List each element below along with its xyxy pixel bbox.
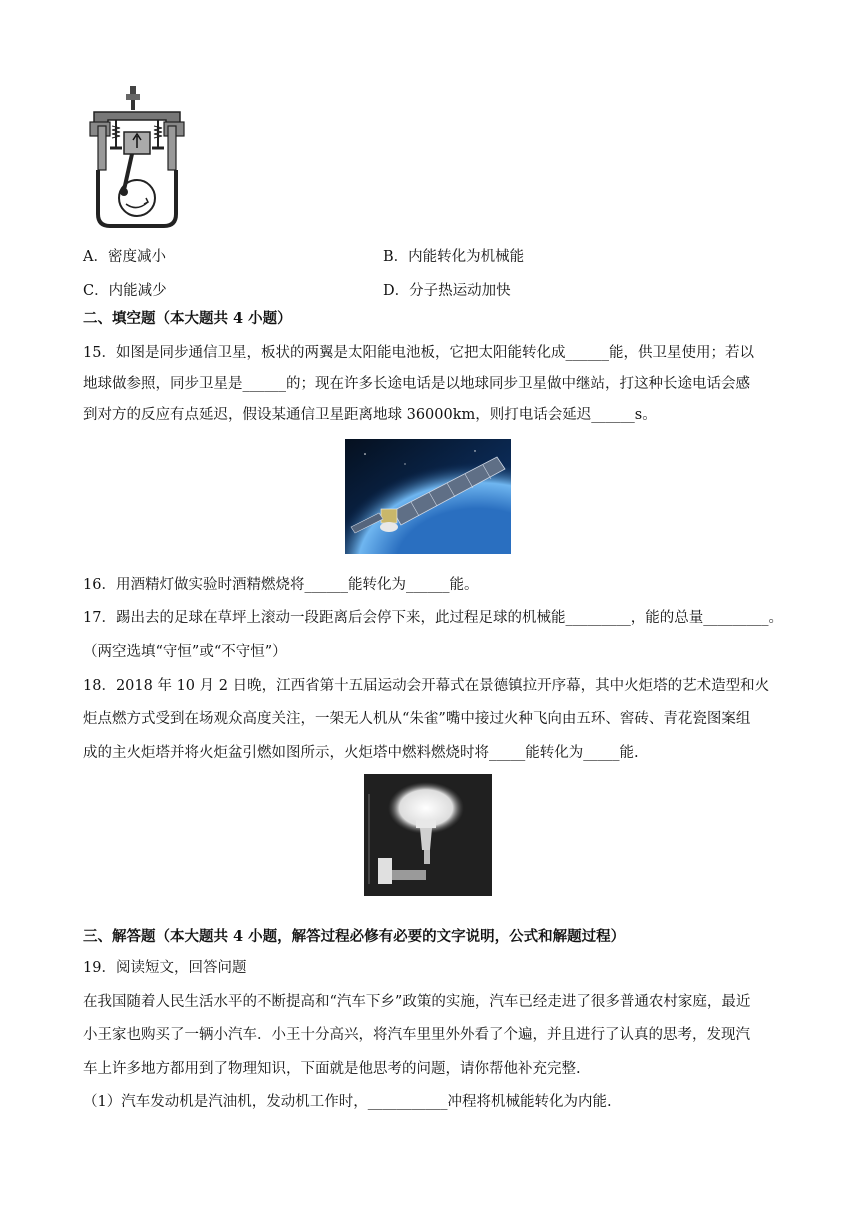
engine-cylinder-figure	[86, 86, 188, 232]
option-c-letter: C．	[83, 283, 109, 299]
question-17-line-1: 17．踢出去的足球在草坪上滚动一段距离后会停下来，此过程足球的机械能_________，能的总量_________。	[83, 610, 783, 626]
question-18-line-3: 成的主火炬塔并将火炬盆引燃如图所示，火炬塔中燃料燃烧时将_____能转化为_____能.	[83, 745, 639, 761]
section-heading-fill-in: 二、填空题（本大题共 4 小题）	[83, 310, 292, 327]
option-d-text: 分子热运动加快	[409, 283, 511, 299]
question-17-line-2: （两空选填“守恒”或“不守恒”）	[83, 644, 287, 660]
question-15-line-1: 15．如图是同步通信卫星，板状的两翼是太阳能电池板，它把太阳能转化成______能，供卫星使用；若以	[83, 345, 754, 361]
question-18-line-1: 18．2018 年 10 月 2 日晚，江西省第十五届运动会开幕式在景德镇拉开序幕，其中火炬塔的艺术造型和火	[83, 678, 770, 694]
option-a	[83, 247, 166, 267]
option-d-letter: D．	[383, 283, 410, 299]
question-19-passage-line-3: 车上许多地方都用到了物理知识，下面就是他思考的问题，请你帮他补充完整.	[83, 1061, 581, 1077]
question-15-line-3: 到对方的反应有点延迟，假设某通信卫星距离地球 36000km，则打电话会延迟______s。	[83, 407, 657, 423]
question-19-passage-line-2: 小王家也购买了一辆小汽车．小王十分高兴，将汽车里里外外看了个遍，并且进行了认真的思考，发现汽	[83, 1027, 750, 1043]
question-19-passage-line-1: 在我国随着人民生活水平的不断提高和“汽车下乡”政策的实施，汽车已经走进了很多普通农村家庭，最近	[83, 994, 751, 1010]
option-b-letter: B．	[383, 249, 409, 265]
option-b-text: 内能转化为机械能	[408, 249, 525, 265]
section-heading-answer: 三、解答题（本大题共 4 小题，解答过程必修有必要的文字说明，公式和解题过程）	[83, 928, 626, 945]
option-c-text: 内能减少	[108, 283, 167, 299]
question-19-title: 19．阅读短文，回答问题	[83, 960, 247, 976]
question-19-part-1: （1）汽车发动机是汽油机，发动机工作时，___________冲程将机械能转化为内能.	[83, 1094, 612, 1110]
option-d	[383, 281, 511, 301]
option-a-letter: A．	[83, 249, 108, 265]
option-b	[383, 247, 524, 267]
option-c	[83, 281, 167, 301]
option-a-text: 密度减小	[107, 249, 166, 265]
question-18-line-2: 炬点燃方式受到在场观众高度关注，一架无人机从“朱雀”嘴中接过火种飞向由五环、窖砖、青花瓷图案组	[83, 711, 751, 727]
torch-tower-photo	[364, 774, 492, 896]
satellite-photo	[345, 439, 511, 554]
question-15-line-2: 地球做参照，同步卫星是______的；现在许多长途电话是以地球同步卫星做中继站，打这种长途电话会感	[83, 376, 750, 392]
question-16: 16．用酒精灯做实验时酒精燃烧将______能转化为______能。	[83, 577, 479, 593]
